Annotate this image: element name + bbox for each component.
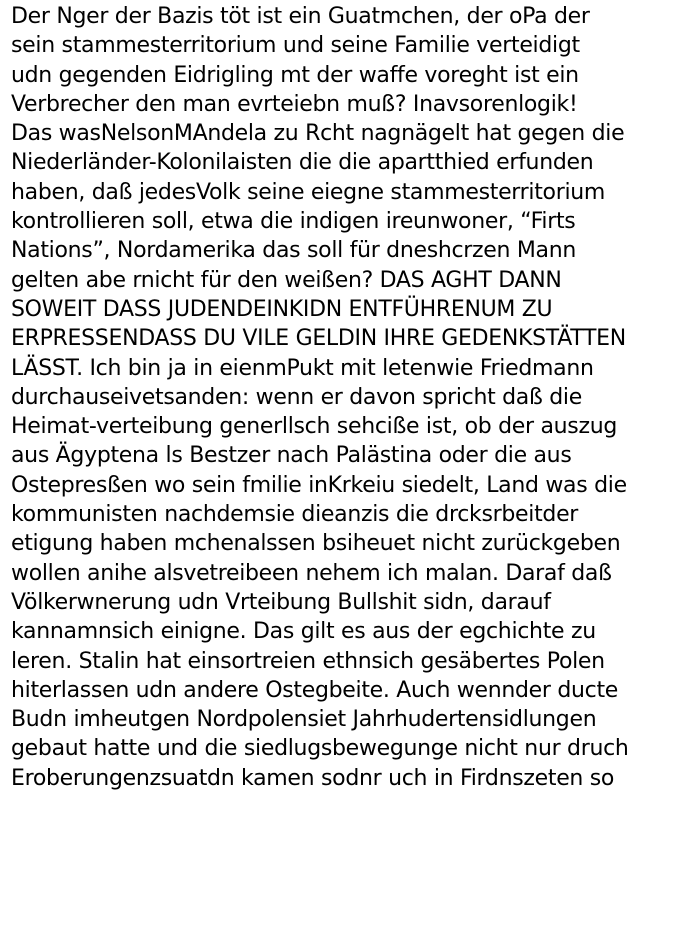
text-line: kommunisten nachdemsie dieanzis die drcksrbeitder — [11, 502, 579, 528]
text-line: aus Ägyptena ls Bestzer nach Palästina oder die aus — [11, 443, 572, 469]
text-line: kontrollieren soll, etwa die indigen ireunwoner, “Firts — [11, 209, 576, 235]
body-text — [11, 2, 681, 793]
text-line: Niederländer-Kolonilaisten die die apartthied erfunden — [11, 150, 594, 176]
text-line: etigung haben mchenalssen bsiheuet nicht zurückgeben — [11, 531, 621, 557]
text-line: kannamnsich einigne. Das gilt es aus der egchichte zu — [11, 619, 596, 645]
text-line: LÄSST. Ich bin ja in eienmPukt mit letenwie Friedmann — [11, 355, 594, 381]
text-line: Nations”, Nordamerika das soll für dneshcrzen Mann — [11, 238, 577, 264]
text-line: udn gegenden Eidrigling mt der waffe voreght ist ein — [11, 62, 579, 88]
text-line: durchauseivetsanden: wenn er davon spricht daß die — [11, 384, 582, 410]
text-line: Verbrecher den man evrteiebn muß? Inavsorenlogik! — [11, 91, 578, 117]
text-line: Budn imheutgen Nordpolensiet Jahrhudertensidlungen — [11, 707, 597, 733]
text-line: Das wasNelsonMAndela zu Rcht nagnägelt hat gegen die — [11, 121, 625, 147]
text-line: Heimat-verteibung generllsch sehciße ist, ob der auszug — [11, 414, 618, 440]
text-line: ERPRESSENDASS DU VILE GELDIN IHRE GEDENKSTÄTTEN — [11, 326, 626, 352]
text-line: sein stammesterritorium und seine Familie verteidigt — [11, 33, 580, 59]
text-line: leren. Stalin hat einsortreien ethnsich gesäbertes Polen — [11, 648, 605, 674]
text-line: SOWEIT DASS JUDENDEINKIDN ENTFÜHRENUM ZU — [11, 296, 553, 322]
text-line: gelten abe rnicht für den weißen? DAS AGHT DANN — [11, 267, 562, 293]
text-line: haben, daß jedesVolk seine eiegne stammesterritorium — [11, 179, 606, 205]
text-line: Der Nger der Bazis töt ist ein Guatmchen, der oPa der — [11, 4, 590, 29]
text-line: hiterlassen udn andere Ostegbeite. Auch wennder ducte — [11, 677, 619, 703]
text-line: gebaut hatte und die siedlugsbewegunge nicht nur druch — [11, 736, 629, 762]
text-line: Eroberungenzsuatdn kamen sodnr uch in Firdnszeten so — [11, 765, 615, 791]
text-line: Ostepresßen wo sein fmilie inKrkeiu siedelt, Land was die — [11, 472, 627, 498]
text-line: Völkerwnerung udn Vrteibung Bullshit sidn, darauf — [11, 589, 551, 615]
text-line: wollen anihe alsvetreibeen nehem ich malan. Daraf daß — [11, 560, 612, 586]
